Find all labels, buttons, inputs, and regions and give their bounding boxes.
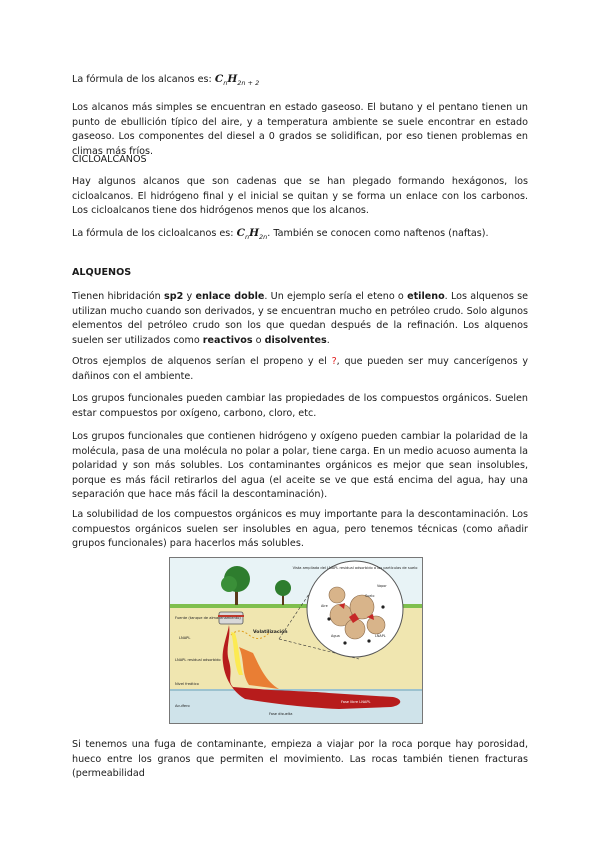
paragraph-alkenes: Tienen hibridación sp2 y enlace doble. Un ejemplo sería el eteno o etileno. Los alquenos se utilizan mucho cuando son derivados, y se encuentran mucho en petróleo crudo. Solo algunos elementos del petróleo crudo son los que quedan después de la refinación. Los alquenos suelen ser utilizados como reactivos o disolventes. bbox=[72, 291, 528, 346]
paragraph-cycloalkanes: Hay algunos alcanos que son cadenas que se han plegado formando hexágonos, los cicloalcanos. El hidrógeno final y el inicial se quitan y se forma un enlace con los carbonos. Los cicloalcanos tiene dos hidrógenos menos que los alcanos. bbox=[72, 176, 528, 217]
svg-text:Fase disuelta: Fase disuelta bbox=[269, 712, 293, 716]
paragraph-other-alkenes: Otros ejemplos de alquenos serían el propeno y el ?, que pueden ser muy cancerígenos y dañinos con el ambiente. bbox=[72, 356, 528, 382]
heading-cycloalkanes: CICLOALCANOS bbox=[72, 154, 147, 165]
paragraph-polarity: Los grupos funcionales que contienen hidrógeno y oxígeno pueden cambiar la polaridad de la molécula, pasa de una molécula no polar a polar, tiene carga. En un medio acuoso aumenta la polaridad y son más solubles. Los contaminantes orgánicos es mejor que sean insolubles, porque es más fácil retirarlos del agua (el aceite se ve que está encima del agua, hay una separación que hace más fácil la descontaminación). bbox=[72, 431, 528, 501]
unknown-marker: ? bbox=[331, 356, 337, 367]
svg-text:LNAPL: LNAPL bbox=[179, 636, 191, 640]
alkane-formula-line: La fórmula de los alcanos es: $C_nH_{2n + 2}$ bbox=[72, 73, 260, 87]
svg-text:LNAPL: LNAPL bbox=[375, 634, 386, 638]
svg-text:Vapor: Vapor bbox=[377, 584, 387, 588]
paragraph-functional-groups: Los grupos funcionales pueden cambiar las propiedades de los compuestos orgánicos. Suelen estar compuestos por oxígeno, carbono, cloro, etc. bbox=[72, 393, 528, 419]
paragraph-solubility: La solubilidad de los compuestos orgánicos es muy importante para la descontaminación. Los compuestos orgánicos suelen ser insolubles en agua, pero tenemos técnicas (como añadir grupos funcionales) para hacerlos más solubles. bbox=[72, 509, 528, 550]
formula-hydrogen: H bbox=[227, 73, 238, 85]
heading-alkenes: ALQUENOS bbox=[72, 267, 132, 278]
svg-text:LNAPL residual adsorbido: LNAPL residual adsorbido bbox=[175, 658, 221, 662]
svg-text:Agua: Agua bbox=[331, 634, 340, 638]
svg-text:Aire: Aire bbox=[321, 604, 328, 608]
svg-text:Vista ampliada del LNAPL resid: Vista ampliada del LNAPL residual adsorbido a las partículas de suelo bbox=[292, 566, 418, 570]
svg-text:Suelo: Suelo bbox=[365, 594, 375, 598]
svg-text:Fase libre LNAPL: Fase libre LNAPL bbox=[341, 700, 371, 704]
formula-subscript: 2n + 2 bbox=[237, 79, 260, 87]
svg-text:Acuífero: Acuífero bbox=[175, 704, 190, 708]
svg-text:Nivel freático: Nivel freático bbox=[175, 682, 199, 686]
paragraph-leak: Si tenemos una fuga de contaminante, empieza a viajar por la roca porque hay porosidad, hueco entre los granos que permiten el movimiento. Las rocas también tienen fracturas (permeabilidad bbox=[72, 739, 528, 780]
lnapl-contamination-figure bbox=[169, 557, 423, 724]
svg-text:Fuente (tanque de almacenamien: Fuente (tanque de almacenamiento) bbox=[175, 616, 241, 620]
cycloalkane-formula-line: La fórmula de los cicloalcanos es: $C_nH_{2n}$. También se conocen como naftenos (naftas). bbox=[72, 227, 489, 241]
paragraph-alkanes: Los alcanos más simples se encuentran en estado gaseoso. El butano y el pentano tienen un punto de ebullición típico del aire, y a temperatura ambiente se suele encontrar en estado gaseoso. Los componentes del diesel a 0 grados se solidifican, por eso tienen problemas en climas más fríos. bbox=[72, 102, 528, 157]
svg-text:Volatilización: Volatilización bbox=[253, 630, 288, 635]
formula-carbon: C bbox=[214, 73, 224, 85]
